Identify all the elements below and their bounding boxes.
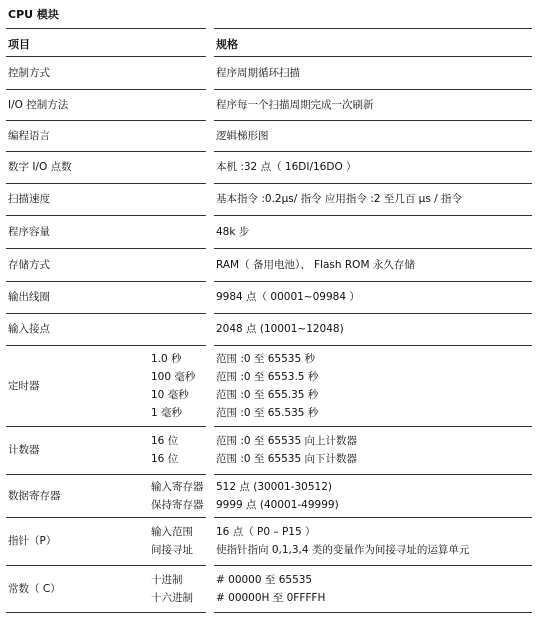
row-spec-value: RAM（ 备用电池）、 Flash ROM 永久存储 (216, 259, 415, 271)
row-sub-label: 保持寄存器 (151, 499, 204, 511)
row-divider (6, 474, 206, 475)
row-spec-value: 逻辑梯形图 (216, 130, 269, 142)
row-item-label: 定时器 (8, 380, 40, 392)
row-divider (6, 89, 206, 90)
row-item-label: 数字 I/O 点数 (8, 161, 72, 173)
row-divider (6, 248, 206, 249)
row-spec-value: 范围 :0 至 65535 向下计数器 (216, 453, 357, 465)
row-divider (214, 565, 532, 566)
row-divider (6, 313, 206, 314)
row-item-label: I/O 控制方法 (8, 99, 69, 111)
row-divider (6, 120, 206, 121)
row-item-label: 输出线圈 (8, 291, 50, 303)
row-spec-value: 范围 :0 至 6553.5 秒 (216, 371, 319, 383)
row-spec-value: 48k 步 (216, 226, 250, 238)
row-spec-value: 512 点 (30001-30512) (216, 481, 333, 493)
row-divider (214, 28, 532, 29)
row-divider (6, 183, 206, 184)
row-sub-label: 10 毫秒 (151, 389, 189, 401)
row-divider (6, 215, 206, 216)
row-item-label: 指针（P） (8, 535, 57, 547)
row-item-label: 计数器 (8, 444, 40, 456)
row-divider (214, 56, 532, 57)
row-sub-label: 16 位 (151, 435, 179, 447)
row-item-label: 数据寄存器 (8, 490, 61, 502)
row-spec-value: 本机 :32 点（ 16DI/16DO ） (216, 161, 357, 173)
row-divider (6, 565, 206, 566)
header-item: 项目 (8, 38, 30, 51)
row-sub-label: 十六进制 (151, 592, 193, 604)
row-spec-value: 16 点（ P0 – P15 ） (216, 526, 316, 538)
row-spec-value: 使指针指向 0,1,3,4 类的变量作为间接寻址的运算单元 (216, 544, 470, 556)
row-spec-value: # 00000H 至 0FFFFH (216, 592, 326, 604)
row-sub-label: 十进制 (151, 574, 183, 586)
row-sub-label: 16 位 (151, 453, 179, 465)
row-spec-value: 范围 :0 至 655.35 秒 (216, 389, 319, 401)
row-divider (214, 183, 532, 184)
row-sub-label: 1.0 秒 (151, 353, 182, 365)
row-sub-label: 输入寄存器 (151, 481, 204, 493)
row-divider (6, 28, 206, 29)
row-divider (6, 517, 206, 518)
row-divider (214, 89, 532, 90)
row-spec-value: 程序周期循环扫描 (216, 67, 300, 79)
row-spec-value: 程序每一个扫描周期完成一次刷新 (216, 99, 374, 111)
row-divider (214, 474, 532, 475)
row-spec-value: 2048 点 (10001~12048) (216, 323, 344, 335)
header-spec: 规格 (216, 38, 238, 51)
row-sub-label: 1 毫秒 (151, 407, 183, 419)
row-divider (6, 281, 206, 282)
row-divider (214, 151, 532, 152)
row-spec-value: 范围 :0 至 65535 秒 (216, 353, 315, 365)
row-item-label: 编程语言 (8, 130, 50, 142)
row-divider (6, 345, 206, 346)
row-spec-value: 范围 :0 至 65535 向上计数器 (216, 435, 357, 447)
row-spec-value: 9984 点（ 00001~09984 ） (216, 291, 360, 303)
row-item-label: 控制方式 (8, 67, 50, 79)
row-sub-label: 间接寻址 (151, 544, 193, 556)
row-divider (6, 426, 206, 427)
row-divider (6, 612, 206, 613)
row-divider (214, 345, 532, 346)
row-divider (6, 151, 206, 152)
row-divider (214, 248, 532, 249)
row-spec-value: # 00000 至 65535 (216, 574, 313, 586)
row-divider (214, 612, 532, 613)
row-divider (214, 215, 532, 216)
row-item-label: 输入接点 (8, 323, 50, 335)
row-divider (214, 281, 532, 282)
row-spec-value: 9999 点 (40001-49999) (216, 499, 339, 511)
row-spec-value: 基本指令 :0.2μs/ 指令 应用指令 :2 至几百 μs / 指令 (216, 193, 463, 205)
row-divider (214, 313, 532, 314)
row-divider (214, 517, 532, 518)
row-divider (6, 56, 206, 57)
row-divider (214, 120, 532, 121)
row-item-label: 存储方式 (8, 259, 50, 271)
row-divider (214, 426, 532, 427)
row-item-label: 程序容量 (8, 226, 50, 238)
row-sub-label: 100 毫秒 (151, 371, 196, 383)
row-item-label: 扫描速度 (8, 193, 50, 205)
row-sub-label: 输入范围 (151, 526, 193, 538)
document-title: CPU 模块 (8, 8, 59, 21)
row-spec-value: 范围 :0 至 65.535 秒 (216, 407, 319, 419)
row-item-label: 常数（ C） (8, 583, 61, 595)
